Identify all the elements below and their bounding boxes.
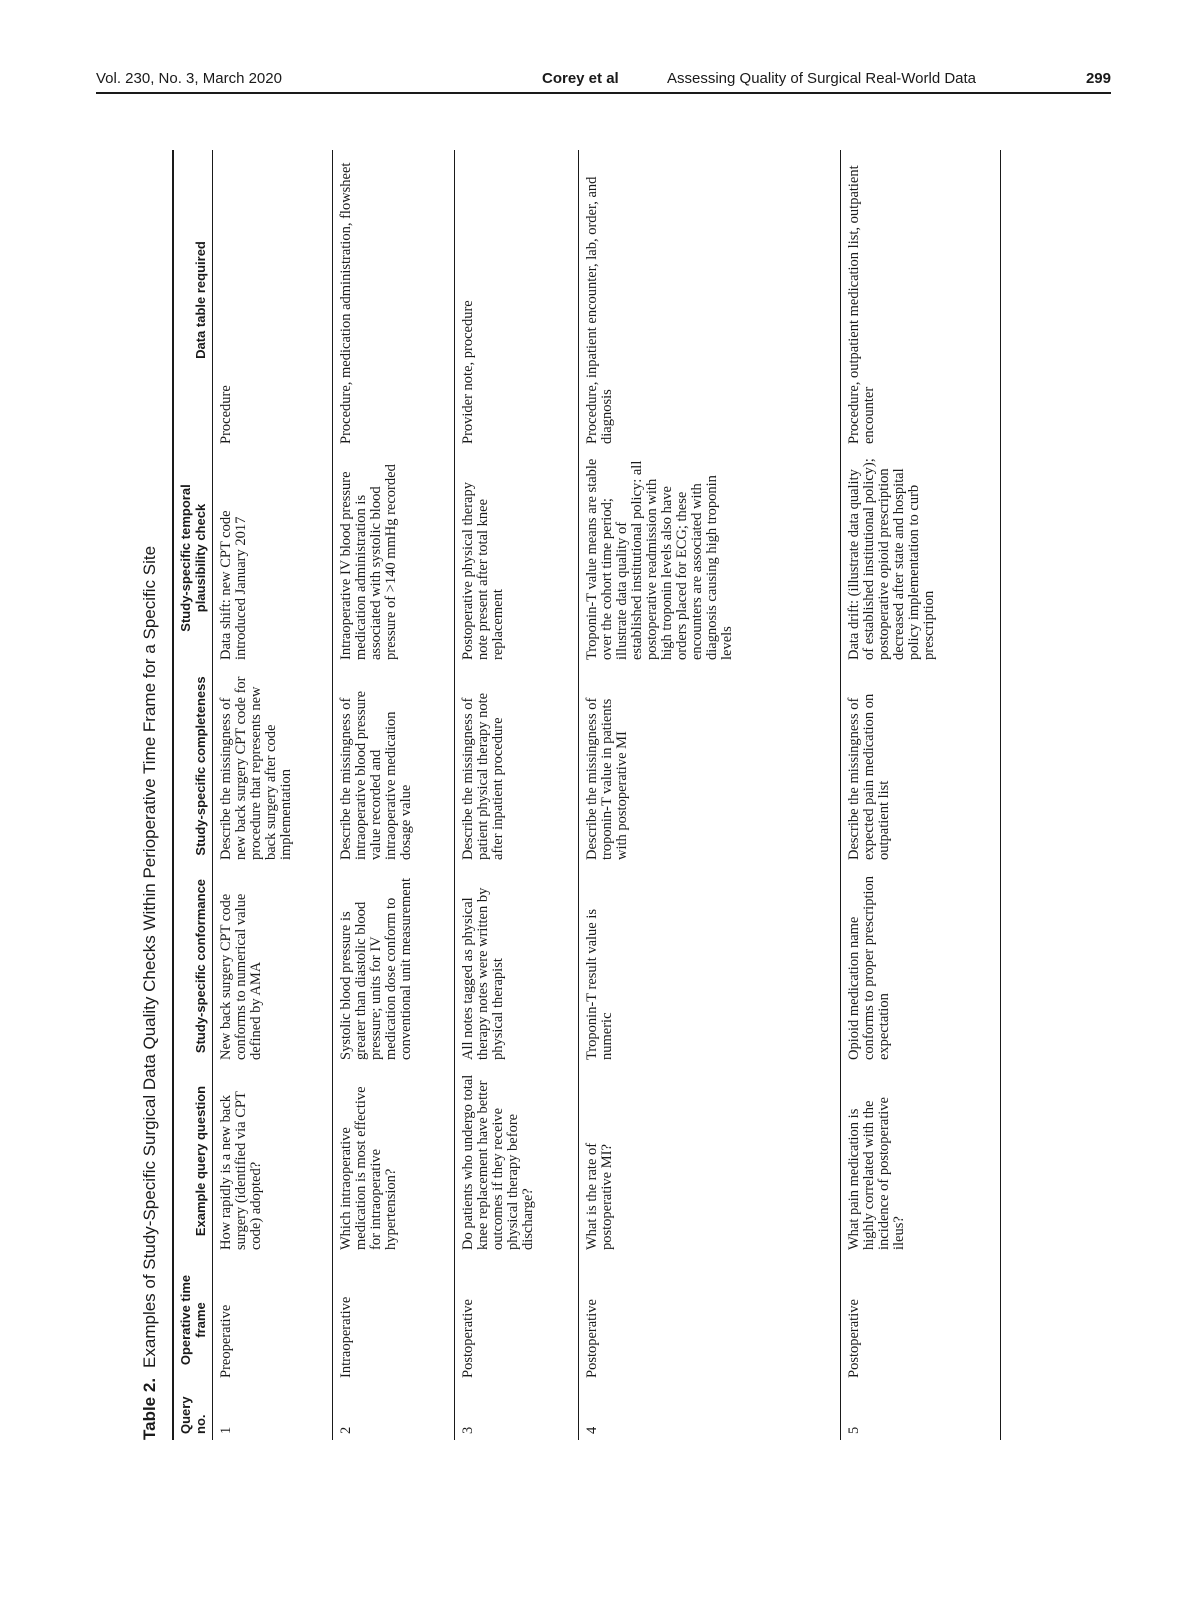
cell-question: Do patients who undergo total knee replacement have better outcomes if they receive physical therapy before discharge?: [455, 1066, 579, 1256]
cell-conformance: Troponin-T result value is numeric: [579, 866, 841, 1066]
cell-plausibility: Postoperative physical therapy note present after total knee replacement: [455, 450, 579, 666]
cell-query-no: 2: [333, 1384, 455, 1440]
cell-question: What is the rate of postoperative MI?: [579, 1066, 841, 1256]
cell-data-table: Procedure, inpatient encounter, lab, order, and diagnosis: [579, 150, 841, 450]
cell-plausibility: Troponin-T value means are stable over the cohort time period; illustrate data quality of established institutional policy: all postoperative readmission with high troponin levels also have orders placed for ECG; these encounters are associated with diagnosis causing high troponin levels: [579, 450, 841, 666]
table-title: Examples of Study-Specific Surgical Data Quality Checks Within Perioperative Time Frame for a Specific Site: [140, 545, 159, 1368]
cell-completeness: Describe the missingness of expected pain medication on outpatient list: [841, 666, 1001, 866]
article-short-title: Assessing Quality of Surgical Real-World Data: [667, 70, 977, 87]
table-header-row: [173, 150, 213, 1440]
cell-timeframe: Postoperative: [579, 1256, 841, 1384]
cell-data-table: Provider note, procedure: [455, 150, 579, 450]
cell-plausibility: Data shift: new CPT code introduced January 2017: [213, 450, 333, 666]
col-header-data-table: Data table required: [173, 150, 213, 450]
cell-conformance: Systolic blood pressure is greater than diastolic blood pressure; units for IV medication dose conform to conventional unit measurement: [333, 866, 455, 1066]
cell-query-no: 4: [579, 1384, 841, 1440]
table-caption: [140, 150, 170, 1440]
cell-data-table: Procedure, outpatient medication list, outpatient encounter: [841, 150, 1001, 450]
cell-timeframe: Postoperative: [455, 1256, 579, 1384]
col-header-conformance: Study-specific conformance: [173, 866, 213, 1066]
cell-question: How rapidly is a new back surgery (identified via CPT code) adopted?: [213, 1066, 333, 1256]
col-header-plausibility: Study-specific temporal plausibility check: [173, 450, 213, 666]
rotated-table-block: [140, 150, 1040, 1440]
cell-query-no: 3: [455, 1384, 579, 1440]
cell-completeness: Describe the missingness of intraoperative blood pressure value recorded and intraoperative medication dosage value: [333, 666, 455, 866]
cell-completeness: Describe the missingness of patient physical therapy note after inpatient procedure: [455, 666, 579, 866]
cell-conformance: Opioid medication name conforms to proper prescription expectation: [841, 866, 1001, 1066]
col-header-timeframe: Operative time frame: [173, 1256, 213, 1384]
authors: Corey et al: [542, 70, 619, 87]
cell-timeframe: Postoperative: [841, 1256, 1001, 1384]
cell-data-table: Procedure, medication administration, flowsheet: [333, 150, 455, 450]
journal-citation: Vol. 230, No. 3, March 2020: [96, 70, 282, 87]
running-header: [96, 66, 1111, 94]
page-number: 299: [1085, 70, 1111, 87]
cell-question: What pain medication is highly correlated with the incidence of postoperative ileus?: [841, 1066, 1001, 1256]
cell-query-no: 5: [841, 1384, 1001, 1440]
cell-plausibility: Intraoperative IV blood pressure medication administration is associated with systolic blood pressure of >140 mmHg recorded: [333, 450, 455, 666]
col-header-completeness: Study-specific completeness: [173, 666, 213, 866]
cell-completeness: Describe the missingness of troponin-T value in patients with postoperative MI: [579, 666, 841, 866]
col-header-question: Example query question: [173, 1066, 213, 1256]
cell-completeness: Describe the missingness of new back surgery CPT code for procedure that represents new back surgery after code implementation: [213, 666, 333, 866]
cell-data-table: Procedure: [213, 150, 333, 450]
quality-checks-table: [172, 150, 1001, 1440]
table-row: [455, 150, 579, 1440]
cell-query-no: 1: [213, 1384, 333, 1440]
table-label: Table 2.: [140, 1377, 159, 1440]
table-row: [333, 150, 455, 1440]
cell-timeframe: Intraoperative: [333, 1256, 455, 1384]
cell-conformance: New back surgery CPT code conforms to numerical value defined by AMA: [213, 866, 333, 1066]
table-row: [579, 150, 841, 1440]
cell-plausibility: Data drift: (illustrate data quality of established institutional policy); postoperative opioid prescription decreased after state and hospital policy implementation to curb prescription: [841, 450, 1001, 666]
table-row: [213, 150, 333, 1440]
col-header-query-no: Query no.: [173, 1384, 213, 1440]
cell-question: Which intraoperative medication is most effective for intraoperative hypertension?: [333, 1066, 455, 1256]
cell-conformance: All notes tagged as physical therapy notes were written by physical therapist: [455, 866, 579, 1066]
table-row: [841, 150, 1001, 1440]
cell-timeframe: Preoperative: [213, 1256, 333, 1384]
